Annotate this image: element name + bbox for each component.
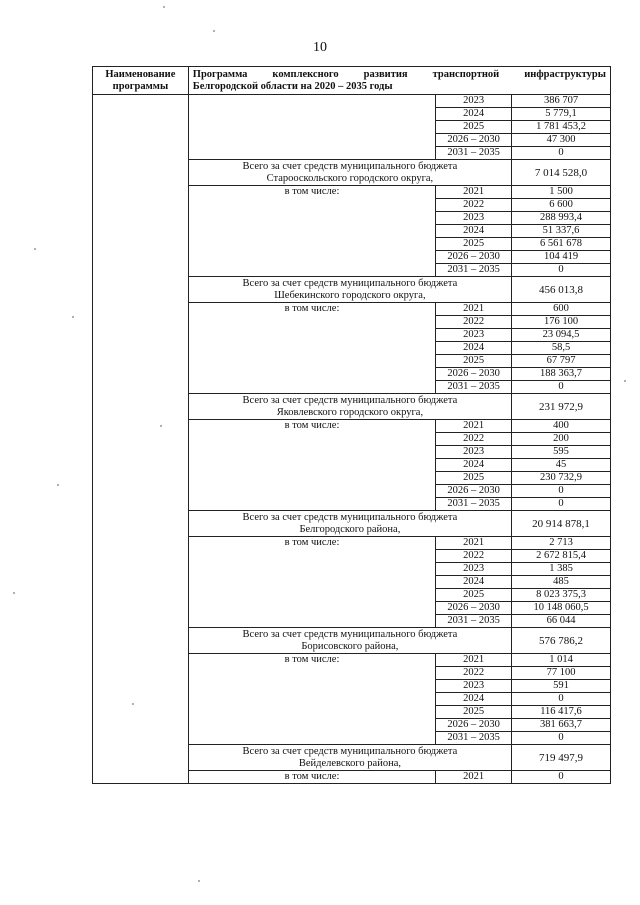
value-cell: 0 xyxy=(512,498,611,511)
value-cell: 381 663,7 xyxy=(512,719,611,732)
value-cell: 67 797 xyxy=(512,355,611,368)
header-word: комплексного xyxy=(272,68,339,80)
value-cell: 77 100 xyxy=(512,667,611,680)
value-cell: 0 xyxy=(512,732,611,745)
year-cell: 2023 xyxy=(436,446,512,459)
budget-table xyxy=(92,66,611,784)
value-cell: 58,5 xyxy=(512,342,611,355)
value-cell: 1 781 453,2 xyxy=(512,121,611,134)
year-cell: 2021 xyxy=(436,654,512,667)
year-cell: 2025 xyxy=(436,238,512,251)
year-cell: 2026 – 2030 xyxy=(436,368,512,381)
header-title-line2: Белгородской области на 2020 – 2035 годы xyxy=(192,80,393,92)
year-cell: 2026 – 2030 xyxy=(436,134,512,147)
section-total-value: 231 972,9 xyxy=(512,394,611,420)
year-cell: 2024 xyxy=(436,342,512,355)
year-cell: 2026 – 2030 xyxy=(436,485,512,498)
section-total-label xyxy=(188,277,511,303)
header-word: Программа xyxy=(192,68,248,80)
year-cell: 2022 xyxy=(436,199,512,212)
year-cell: 2026 – 2030 xyxy=(436,602,512,615)
year-cell: 2025 xyxy=(436,121,512,134)
section-label-line1: Всего за счет средств муниципального бюджета xyxy=(242,511,458,523)
year-cell: 2025 xyxy=(436,589,512,602)
value-cell: 10 148 060,5 xyxy=(512,602,611,615)
year-cell: 2021 xyxy=(436,186,512,199)
value-cell: 8 023 375,3 xyxy=(512,589,611,602)
section-total-label xyxy=(188,745,511,771)
value-cell: 485 xyxy=(512,576,611,589)
value-cell: 5 779,1 xyxy=(512,108,611,121)
value-cell: 230 732,9 xyxy=(512,472,611,485)
section-label-line2: Вейделевского района, xyxy=(298,757,401,769)
section-total-value: 719 497,9 xyxy=(512,745,611,771)
year-cell: 2025 xyxy=(436,472,512,485)
year-cell: 2031 – 2035 xyxy=(436,498,512,511)
year-cell: 2024 xyxy=(436,576,512,589)
year-cell: 2031 – 2035 xyxy=(436,147,512,160)
value-cell: 66 044 xyxy=(512,615,611,628)
section-total-value: 7 014 528,0 xyxy=(512,160,611,186)
header-col1-line1: Наименование xyxy=(105,68,176,80)
year-cell: 2025 xyxy=(436,355,512,368)
year-cell: 2021 xyxy=(436,420,512,433)
year-cell: 2023 xyxy=(436,680,512,693)
value-cell: 1 500 xyxy=(512,186,611,199)
section-label-line2: Старооскольского городского округа, xyxy=(266,172,434,184)
section-label-line1: Всего за счет средств муниципального бюджета xyxy=(242,160,458,172)
value-cell: 2 672 815,4 xyxy=(512,550,611,563)
year-cell: 2022 xyxy=(436,667,512,680)
value-cell: 0 xyxy=(512,693,611,706)
year-cell: 2031 – 2035 xyxy=(436,264,512,277)
including-label: в том числе: xyxy=(188,186,435,277)
section-label-line2: Белгородского района, xyxy=(299,523,401,535)
section-total-label xyxy=(188,511,511,537)
value-cell: 200 xyxy=(512,433,611,446)
section-total-value: 456 013,8 xyxy=(512,277,611,303)
including-label: в том числе: xyxy=(188,420,435,511)
value-cell: 6 600 xyxy=(512,199,611,212)
value-cell: 1 014 xyxy=(512,654,611,667)
header-program-title xyxy=(188,67,610,95)
year-cell: 2022 xyxy=(436,433,512,446)
year-cell: 2022 xyxy=(436,550,512,563)
year-cell: 2024 xyxy=(436,693,512,706)
including-label: в том числе: xyxy=(188,303,435,394)
year-cell: 2023 xyxy=(436,95,512,108)
section-label-line2: Яковлевского городского округа, xyxy=(276,406,424,418)
year-cell: 2031 – 2035 xyxy=(436,381,512,394)
value-cell: 600 xyxy=(512,303,611,316)
year-cell: 2024 xyxy=(436,459,512,472)
value-cell: 176 100 xyxy=(512,316,611,329)
value-cell: 1 385 xyxy=(512,563,611,576)
header-program-name xyxy=(93,67,189,95)
table-header-row xyxy=(93,67,611,95)
section-label-line1: Всего за счет средств муниципального бюджета xyxy=(242,394,458,406)
blank-label-cell xyxy=(188,95,435,160)
value-cell: 595 xyxy=(512,446,611,459)
section-total-label xyxy=(188,628,511,654)
value-cell: 51 337,6 xyxy=(512,225,611,238)
value-cell: 0 xyxy=(512,264,611,277)
value-cell: 47 300 xyxy=(512,134,611,147)
year-cell: 2022 xyxy=(436,316,512,329)
value-cell: 23 094,5 xyxy=(512,329,611,342)
section-total-value: 20 914 878,1 xyxy=(512,511,611,537)
value-cell: 116 417,6 xyxy=(512,706,611,719)
section-label-line1: Всего за счет средств муниципального бюджета xyxy=(242,277,458,289)
value-cell: 2 713 xyxy=(512,537,611,550)
value-cell: 6 561 678 xyxy=(512,238,611,251)
year-cell: 2025 xyxy=(436,706,512,719)
value-cell: 386 707 xyxy=(512,95,611,108)
value-cell: 0 xyxy=(512,147,611,160)
section-total-value: 576 786,2 xyxy=(512,628,611,654)
year-cell: 2021 xyxy=(436,771,512,784)
including-label: в том числе: xyxy=(188,771,435,784)
value-cell: 400 xyxy=(512,420,611,433)
value-cell: 104 419 xyxy=(512,251,611,264)
year-cell: 2031 – 2035 xyxy=(436,615,512,628)
year-cell: 2024 xyxy=(436,225,512,238)
header-title-line1 xyxy=(193,69,606,81)
section-label-line2: Борисовского района, xyxy=(301,640,399,652)
including-label: в том числе: xyxy=(188,537,435,628)
section-label-line1: Всего за счет средств муниципального бюджета xyxy=(242,628,458,640)
header-col1-line2: программы xyxy=(112,80,169,92)
page-number: 10 xyxy=(313,40,327,55)
value-cell: 0 xyxy=(512,485,611,498)
value-cell: 45 xyxy=(512,459,611,472)
year-cell: 2023 xyxy=(436,212,512,225)
value-cell: 0 xyxy=(512,771,611,784)
value-cell: 188 363,7 xyxy=(512,368,611,381)
year-cell: 2021 xyxy=(436,537,512,550)
year-cell: 2023 xyxy=(436,329,512,342)
year-cell: 2023 xyxy=(436,563,512,576)
year-cell: 2024 xyxy=(436,108,512,121)
year-cell: 2026 – 2030 xyxy=(436,251,512,264)
section-total-label xyxy=(188,394,511,420)
value-cell: 0 xyxy=(512,381,611,394)
including-label: в том числе: xyxy=(188,654,435,745)
year-cell: 2021 xyxy=(436,303,512,316)
header-word: транспортной xyxy=(432,68,500,80)
value-cell: 591 xyxy=(512,680,611,693)
section-label-line2: Шебекинского городского округа, xyxy=(274,289,426,301)
year-cell: 2031 – 2035 xyxy=(436,732,512,745)
section-total-label xyxy=(188,160,511,186)
year-cell: 2026 – 2030 xyxy=(436,719,512,732)
program-name-cell xyxy=(93,95,189,784)
header-word: развития xyxy=(363,68,408,80)
section-label-line1: Всего за счет средств муниципального бюджета xyxy=(242,745,458,757)
year-row xyxy=(93,95,611,108)
header-word: инфраструктуры xyxy=(524,68,606,80)
value-cell: 288 993,4 xyxy=(512,212,611,225)
